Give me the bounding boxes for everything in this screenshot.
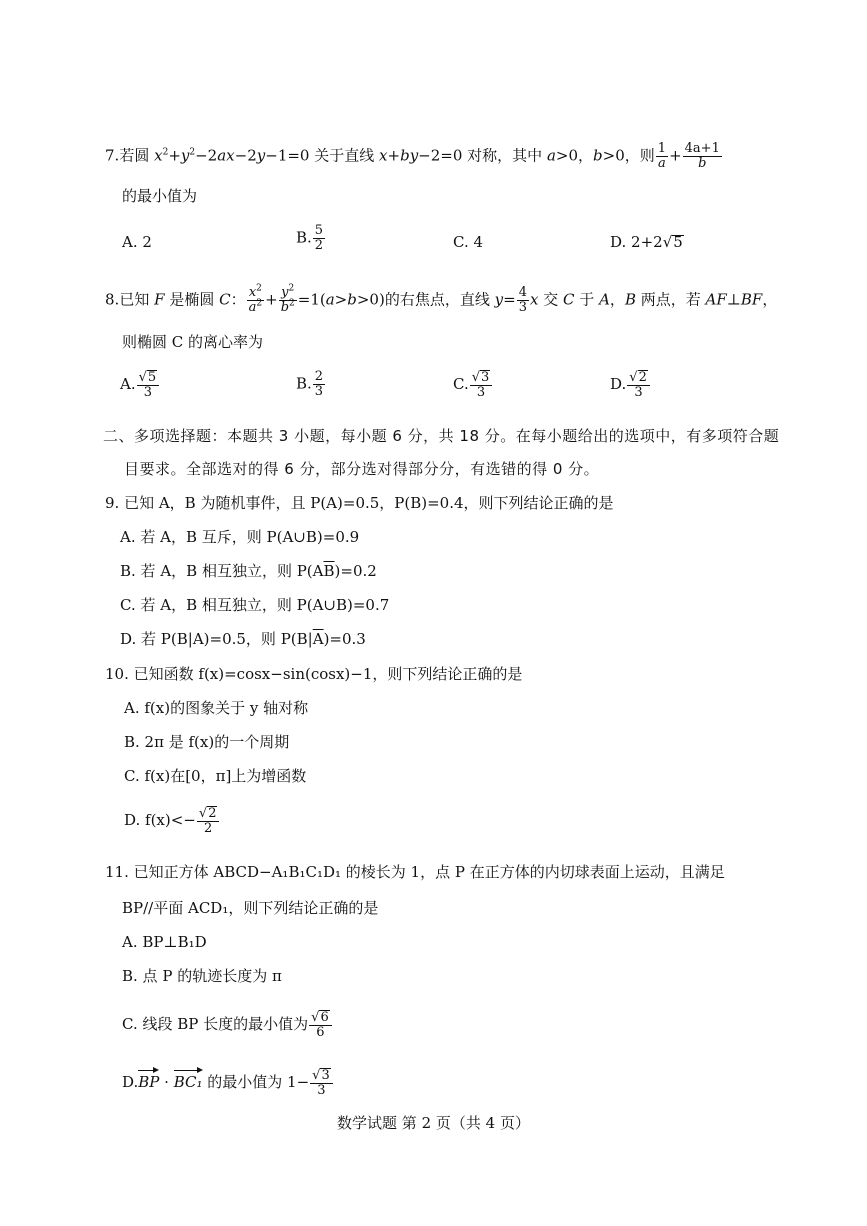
- q7-frac2: $\frac{4a+1}{b}$: [684, 141, 720, 171]
- page-footer: 数学试题 第 2 页（共 4 页）: [337, 1114, 530, 1132]
- q8-option-c[interactable]: C. $\frac{√3}{3}$: [453, 370, 493, 400]
- q7-frac1: $\frac{1}{a}$: [657, 141, 667, 171]
- q7-option-c[interactable]: C. 4: [453, 233, 484, 251]
- q8-option-d[interactable]: D. $\frac{√2}{3}$: [610, 370, 651, 400]
- q8-line1: 8.已知 F 是椭圆 C： $\frac{x^2}{a^2}$ + $\frac{y^2}{b^2}$ =1(a>b>0)的右焦点，直线 y= $\frac{4}{3}$ x 交 C 于 A，B 两点，若 AF⊥BF，: [105, 283, 778, 315]
- q8-option-b[interactable]: B. $\frac{2}{3}$: [296, 369, 324, 399]
- q9-option-d[interactable]: D. 若 P(B|A)=0.5，则 $P(B|\overline{A})=0.3$: [120, 630, 366, 648]
- q7-option-a[interactable]: A. 2: [122, 233, 152, 251]
- q10-stem: 10. 已知函数 f(x)=cosx−sin(cosx)−1，则下列结论正确的是: [105, 665, 523, 683]
- q9-option-c[interactable]: C. 若 A，B 相互独立，则 P(A∪B)=0.7: [120, 596, 390, 614]
- q7-option-d[interactable]: D. 2+2√5: [610, 233, 683, 251]
- section2-heading-line2: 目要求。全部选对的得 6 分，部分选对得部分分，有选错的得 0 分。: [124, 460, 600, 478]
- q10-option-c[interactable]: C. f(x)在[0，π]上为增函数: [124, 767, 307, 785]
- q10-option-a[interactable]: A. f(x)的图象关于 y 轴对称: [124, 699, 309, 717]
- q7-line1: 7.若圆 $x^2+y^2-2ax-2y-1=0$ 关于直线 x+by−2=0 对称，其中 a>0，b>0，则 $\frac{1}{a}$ + $\frac{4a+1}{b}$: [105, 141, 720, 171]
- q9-option-b[interactable]: B. 若 A，B 相互独立，则 $P(A\overline{B})=0.2$: [120, 562, 377, 580]
- q7-option-b[interactable]: B. $\frac{5}{2}$: [296, 223, 324, 253]
- q11-stem-line2: BP//平面 ACD₁，则下列结论正确的是: [122, 899, 379, 917]
- q10-option-d[interactable]: D. f(x)<− $\frac{√2}{2}$: [124, 806, 220, 836]
- section2-heading-line1: 二、多项选择题：本题共 3 小题，每小题 6 分，共 18 分。在每小题给出的选项中，有多项符合题: [103, 427, 780, 445]
- q8-option-a[interactable]: A. $\frac{√5}{3}$: [120, 370, 160, 400]
- q7-line2: 的最小值为: [122, 187, 198, 205]
- q8-line2: 则椭圆 C 的离心率为: [122, 333, 264, 351]
- q11-option-d[interactable]: D.BP · BC₁ 的最小值为 1− $\frac{√3}{3}$: [122, 1068, 334, 1098]
- q10-option-b[interactable]: B. 2π 是 f(x)的一个周期: [124, 733, 290, 751]
- q9-stem: 9. 已知 A，B 为随机事件，且 P(A)=0.5，P(B)=0.4，则下列结论正确的是: [105, 494, 614, 512]
- q11-stem-line1: 11. 已知正方体 ABCD−A₁B₁C₁D₁ 的棱长为 1，点 P 在正方体的内切球表面上运动，且满足: [105, 863, 725, 881]
- q11-option-a[interactable]: A. BP⊥B₁D: [122, 933, 207, 951]
- q9-option-a[interactable]: A. 若 A，B 互斥，则 P(A∪B)=0.9: [120, 528, 360, 546]
- q11-option-b[interactable]: B. 点 P 的轨迹长度为 π: [122, 967, 282, 985]
- q11-option-c[interactable]: C. 线段 BP 长度的最小值为 $\frac{√6}{6}$: [122, 1010, 333, 1040]
